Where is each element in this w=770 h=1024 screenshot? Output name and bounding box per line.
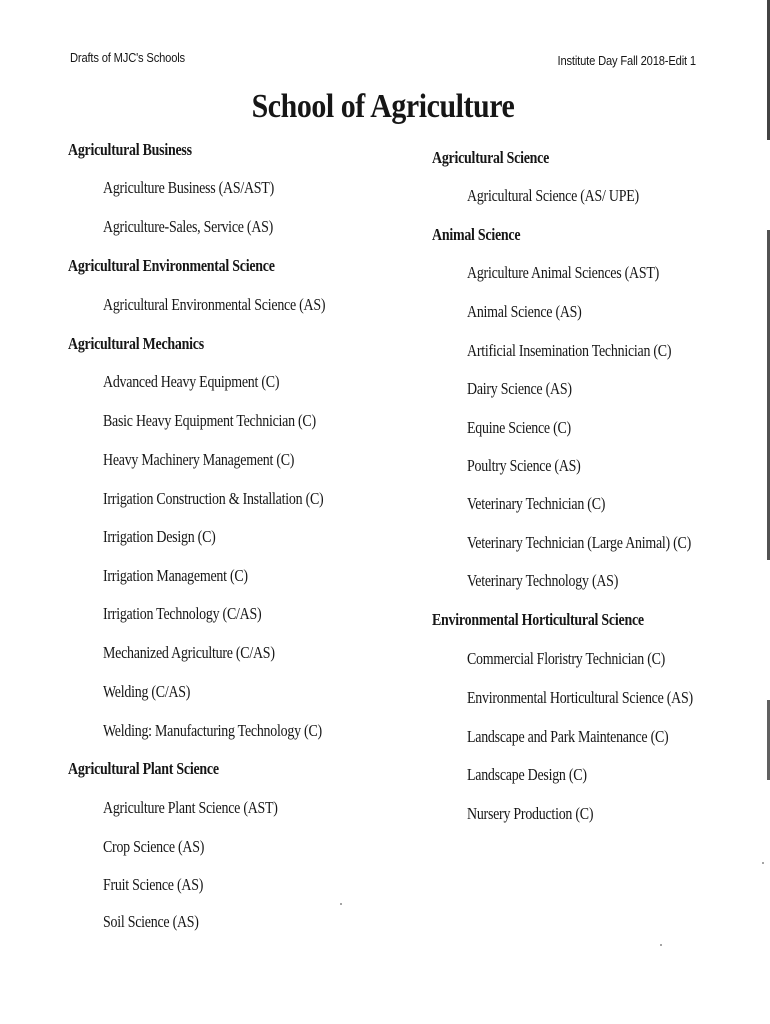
- scan-speck: [660, 944, 662, 946]
- program-item: Irrigation Construction & Installation (C): [103, 489, 324, 508]
- program-item: Crop Science (AS): [103, 837, 205, 856]
- program-item: Veterinary Technology (AS): [467, 571, 619, 590]
- page-title: School of Agriculture: [251, 88, 515, 125]
- section-heading: Agricultural Business: [68, 140, 192, 159]
- section-heading: Agricultural Environmental Science: [68, 256, 275, 275]
- section-heading: Environmental Horticultural Science: [432, 610, 644, 629]
- section-heading: Animal Science: [432, 225, 521, 244]
- program-item: Artificial Insemination Technician (C): [467, 341, 672, 360]
- section-heading: Agricultural Mechanics: [68, 334, 204, 353]
- program-item: Commercial Floristry Technician (C): [467, 649, 666, 668]
- program-item: Dairy Science (AS): [467, 379, 572, 398]
- section-heading: Agricultural Science: [432, 148, 550, 167]
- program-item: Heavy Machinery Management (C): [103, 450, 295, 469]
- program-item: Environmental Horticultural Science (AS): [467, 688, 693, 707]
- program-item: Landscape and Park Maintenance (C): [467, 727, 669, 746]
- program-item: Advanced Heavy Equipment (C): [103, 372, 280, 391]
- program-item: Irrigation Management (C): [103, 566, 248, 585]
- program-item: Landscape Design (C): [467, 765, 587, 784]
- program-item: Animal Science (AS): [467, 302, 582, 321]
- program-item: Agricultural Environmental Science (AS): [103, 295, 326, 314]
- section-heading: Agricultural Plant Science: [68, 759, 219, 778]
- program-item: Welding (C/AS): [103, 682, 191, 701]
- program-item: Welding: Manufacturing Technology (C): [103, 721, 322, 740]
- program-item: Irrigation Design (C): [103, 527, 216, 546]
- program-item: Fruit Science (AS): [103, 875, 204, 894]
- program-item: Mechanized Agriculture (C/AS): [103, 643, 275, 662]
- program-item: Agriculture-Sales, Service (AS): [103, 217, 274, 236]
- program-item: Veterinary Technician (Large Animal) (C): [467, 533, 692, 552]
- scan-speck: [762, 862, 764, 864]
- header-left-text: Drafts of MJC's Schools: [70, 50, 185, 65]
- header-right-text: Institute Day Fall 2018-Edit 1: [557, 53, 696, 68]
- program-item: Agricultural Science (AS/ UPE): [467, 186, 639, 205]
- program-item: Irrigation Technology (C/AS): [103, 604, 262, 623]
- program-item: Equine Science (C): [467, 418, 571, 437]
- program-item: Poultry Science (AS): [467, 456, 581, 475]
- program-item: Soil Science (AS): [103, 912, 199, 931]
- program-item: Nursery Production (C): [467, 804, 594, 823]
- program-item: Agriculture Animal Sciences (AST): [467, 263, 660, 282]
- program-item: Veterinary Technician (C): [467, 494, 606, 513]
- scan-speck: [340, 903, 342, 905]
- program-item: Agriculture Business (AS/AST): [103, 178, 274, 197]
- program-item: Agriculture Plant Science (AST): [103, 798, 278, 817]
- program-item: Basic Heavy Equipment Technician (C): [103, 411, 316, 430]
